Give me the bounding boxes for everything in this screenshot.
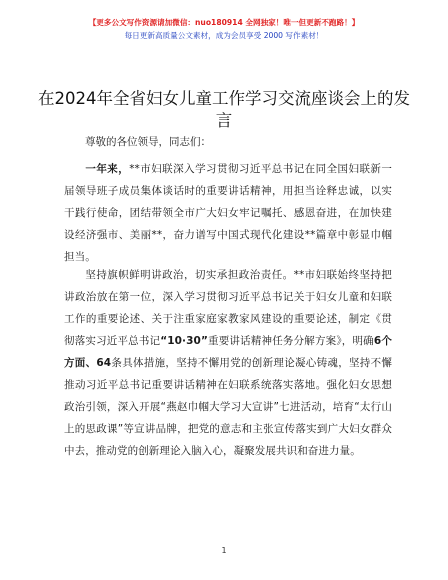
paragraph-2-bold-a: “10·30” [160, 335, 208, 347]
paragraph-2-text-c: 条具体措施，坚持不懈用党的创新理论凝心铸魂，坚持不懈推动习近平总书记重要讲话精神在妇联系统落实落地。强化妇女思想政治引领，深入开展“燕赵巾帼大学习大宣讲”七进活动，培育“太行山上的思政课”等宣讲品牌，把党的意志和主张宣传落实到广大妇女群众中去，推动党的创新理论入脑入心，凝聚发展共识和奋进力量。 [64, 357, 392, 457]
salutation: 尊敬的各位领导，同志们： [85, 136, 211, 148]
paragraph-2-text-a: 坚持旗帜鲜明讲政治，切实承担政治责任。**市妇联始终坚持把讲政治放在第一位，深入学习贯彻习近平总书记关于妇女儿童和妇联工作的重要论述、关于注重家庭家教家风建设的重要论述，制定《贯彻落实习近平总书记 [64, 269, 392, 347]
page-number: 1 [221, 546, 227, 555]
paragraph-2-text-b: 重要讲话精神任务分解方案》，明确 [207, 335, 374, 347]
document-title: 在2024年全省妇女儿童工作学习交流座谈会上的发言 [38, 89, 410, 130]
paragraph-1 [64, 158, 392, 268]
promo-banner-line-2: 每日更新高质量公文素材，成为会员享受 2000 写作素材！ [124, 31, 324, 40]
paragraph-2 [64, 264, 392, 462]
paragraph-2-bold-b: 6个方面、64 [64, 335, 392, 369]
paragraph-1-lead: 一年来， [85, 163, 130, 175]
promo-banner-line-1: 【更多公文写作资源请加微信：nuo180914 全网独家！唯一但更新不跑路！】 [88, 18, 360, 27]
paragraph-1-text: **市妇联深入学习贯彻习近平总书记在同全国妇联新一届领导班子成员集体谈话时的重要讲话精神，用担当诠释忠诚，以实干践行使命，团结带领全市广大妇女牢记嘱托、感恩奋进，在加快建设经济强市、美丽**，奋力谱写中国式现代化建设**篇章中彰显巾帼担当。 [64, 163, 392, 263]
